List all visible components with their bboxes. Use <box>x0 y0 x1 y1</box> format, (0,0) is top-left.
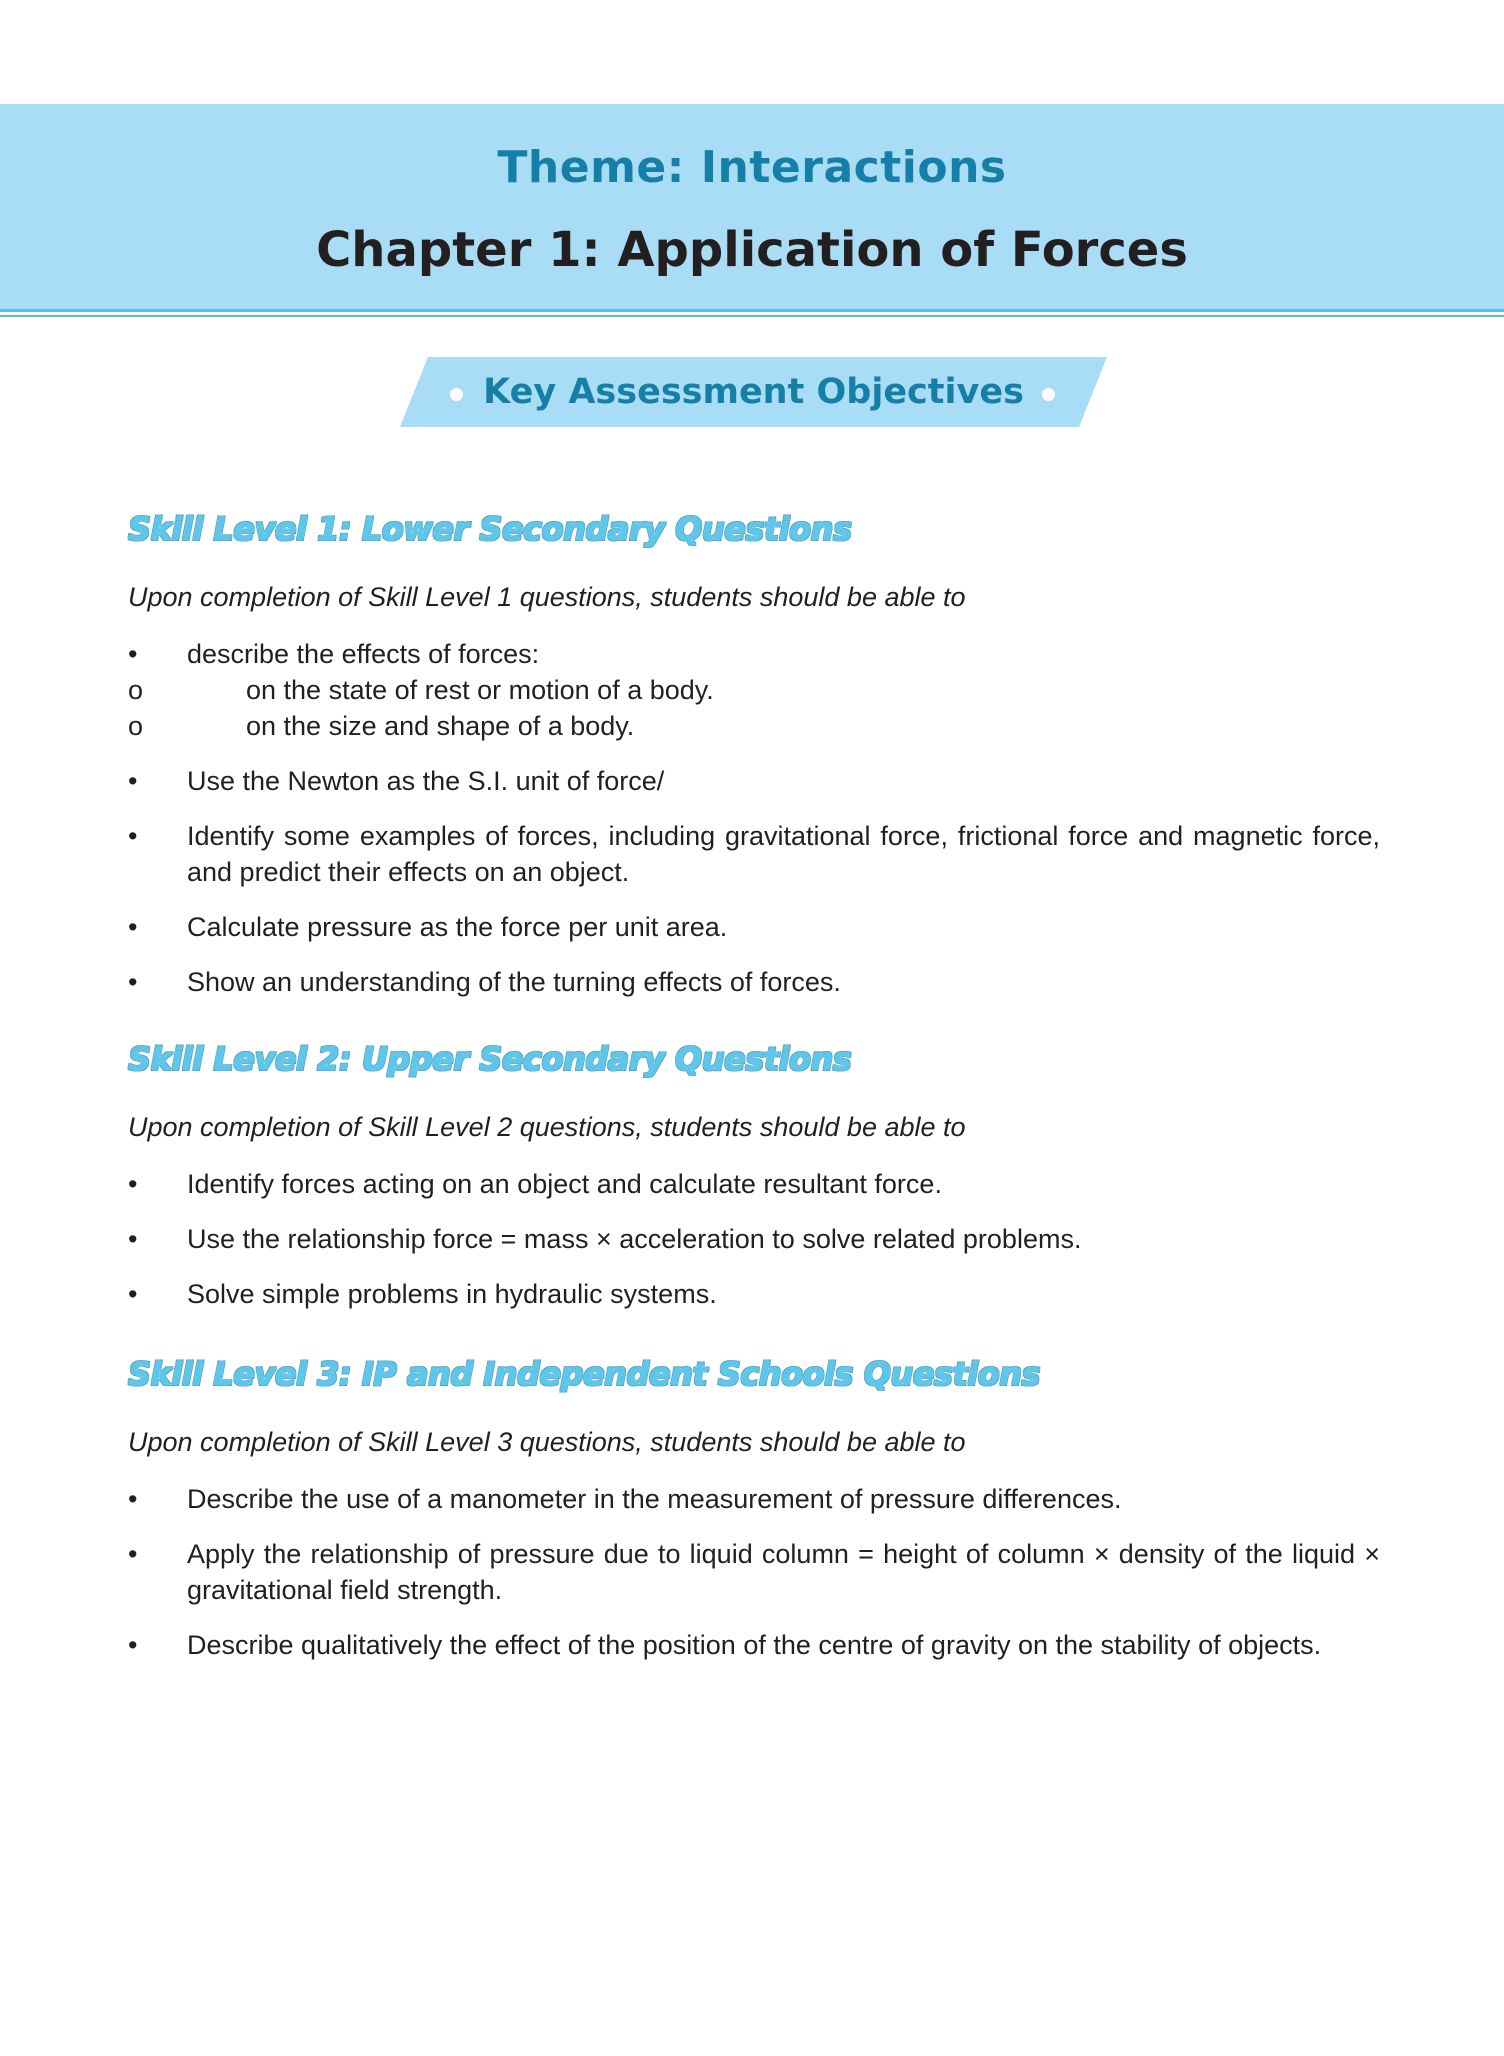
sub-list-item <box>128 708 1380 744</box>
list-item-text: Describe the use of a manometer in the measurement of pressure differences. <box>187 1484 1122 1514</box>
list-item <box>128 909 1380 945</box>
section-intro: Upon completion of Skill Level 3 questions, students should be able to <box>128 1427 966 1457</box>
objectives-list <box>128 1166 1380 1331</box>
bullet-icon: • <box>128 1539 138 1569</box>
list-item <box>128 964 1380 1000</box>
skill-level-heading: Skill Level 3: IP and Independent Schools Questions <box>128 1355 1041 1393</box>
bullet-icon: • <box>128 1224 138 1254</box>
section-intro: Upon completion of Skill Level 2 questions, students should be able to <box>128 1112 966 1142</box>
sub-bullet-icon: o <box>128 711 144 741</box>
list-item-text: describe the effects of forces: <box>187 639 540 669</box>
list-item <box>128 1221 1380 1257</box>
list-item <box>128 1481 1380 1517</box>
list-item <box>128 1627 1380 1663</box>
bullet-icon: • <box>128 1279 138 1309</box>
bullet-icon: • <box>128 766 138 796</box>
sub-list <box>128 672 1380 744</box>
list-item <box>128 636 1380 744</box>
list-item-text: Describe qualitatively the effect of the position of the centre of gravity on the stability of objects. <box>187 1630 1322 1660</box>
list-item-text: Use the relationship force = mass × acceleration to solve related problems. <box>187 1224 1082 1254</box>
bullet-icon: • <box>128 1630 138 1660</box>
objectives-banner-label: Key Assessment Objectives <box>483 372 1024 412</box>
bullet-icon: • <box>128 967 138 997</box>
list-item-text: Identify forces acting on an object and calculate resultant force. <box>187 1169 942 1199</box>
list-item-text: Solve simple problems in hydraulic systems. <box>187 1279 717 1309</box>
header-divider-line <box>0 309 1504 312</box>
theme-title: Theme: Interactions <box>497 142 1007 193</box>
list-item-text: Calculate pressure as the force per unit area. <box>187 912 728 942</box>
list-item-text: Show an understanding of the turning effects of forces. <box>187 967 841 997</box>
header-band <box>0 104 1504 311</box>
list-item <box>128 1276 1380 1312</box>
sub-list-item-text: on the state of rest or motion of a body. <box>246 675 714 705</box>
list-item-text: Use the Newton as the S.I. unit of force/ <box>187 766 665 796</box>
bullet-icon: • <box>128 821 138 851</box>
bullet-icon: • <box>128 1169 138 1199</box>
bullet-icon: • <box>128 1484 138 1514</box>
bullet-icon: • <box>128 912 138 942</box>
sub-list-item-text: on the size and shape of a body. <box>246 711 635 741</box>
bullet-icon: • <box>128 639 138 669</box>
list-item <box>128 1166 1380 1202</box>
skill-level-heading: Skill Level 2: Upper Secondary Questions <box>128 1040 852 1078</box>
header-divider-line <box>0 315 1504 317</box>
chapter-title: Chapter 1: Application of Forces <box>316 222 1188 278</box>
sub-list-item <box>128 672 1380 708</box>
list-item <box>128 818 1380 890</box>
list-item-text: Identify some examples of forces, including gravitational force, frictional force and magnetic force, and predict their effects on an object. <box>187 821 1380 887</box>
list-item <box>128 1536 1380 1608</box>
objectives-list <box>128 636 1380 1019</box>
list-item <box>128 763 1380 799</box>
objectives-list <box>128 1481 1380 1682</box>
section-intro: Upon completion of Skill Level 1 questions, students should be able to <box>128 582 966 612</box>
sub-bullet-icon: o <box>128 675 144 705</box>
list-item-text: Apply the relationship of pressure due to liquid column = height of column × density of the liquid × gravitational field strength. <box>187 1539 1380 1605</box>
skill-level-heading: Skill Level 1: Lower Secondary Questions <box>128 510 852 548</box>
